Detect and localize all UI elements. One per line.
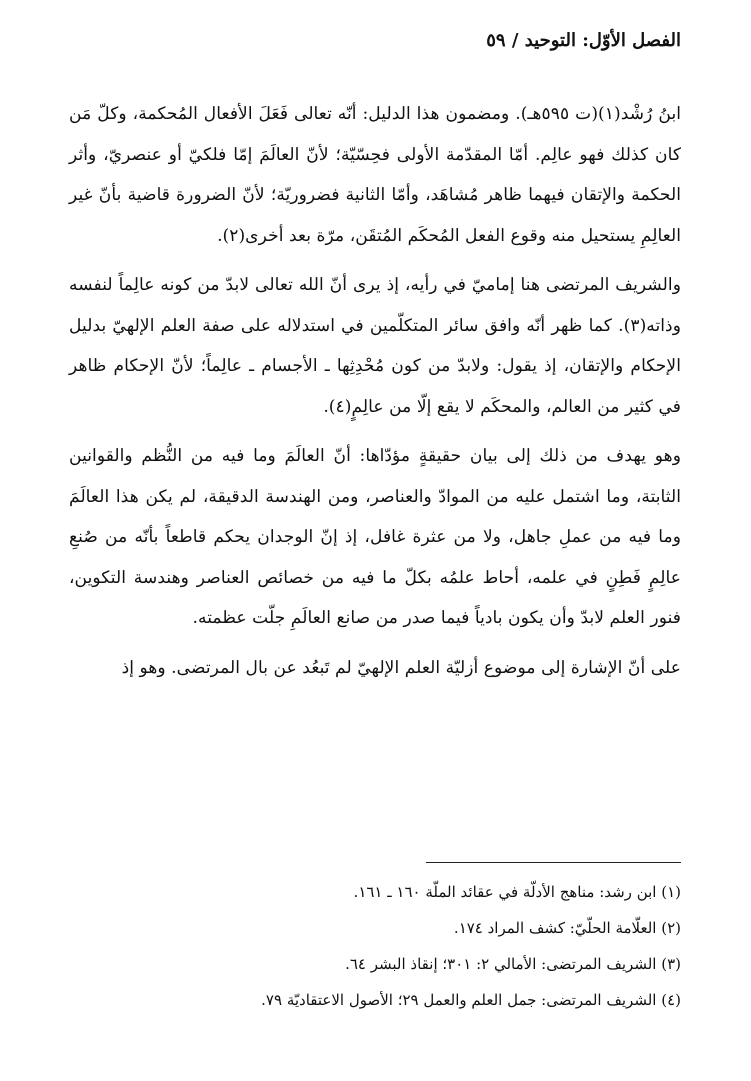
footnote: (٢) العلّامة الحلّيّ: كشف المراد ١٧٤.	[453, 919, 681, 937]
footnote: (١) ابن رشد: مناهج الأدلّة في عقائد الملّة ١٦٠ ـ ١٦١.	[353, 883, 681, 901]
paragraph: وهو يهدف من ذلك إلى بيان حقيقةٍ مؤدّاها: أنّ العالَمَ وما فيه من النُّظم والقوانين الثابتة، وما اشتمل عليه من الموادّ والعناصر، ومن الهندسة الدقيقة، لم يكن هذا العالَمَ وما فيه من عملِ جاهل، ولا من عثرة غافل، إذ إنّ الوجدان يحكم قاطعاً بأنّه من صُنعِ عالِمٍ فَطِنٍ في علمه، أحاط علمُه بكلّ ما فيه من خصائص العناصر وهندسة التكوين، فنور العلم لابدّ وأن يكون بادياً فيما صدر من صانع العالَمِ جلّت عظمته.	[69, 446, 681, 628]
paragraph: على أنّ الإشارة إلى موضوع أزليّة العلم الإلهيّ لم تَبعُد عن بال المرتضى. وهو إذ	[121, 657, 681, 678]
paragraph: ابنُ رُشْد(١)(ت ٥٩٥هـ). ومضمون هذا الدليل: أنّه تعالى فَعَلَ الأفعال المُحكمة، وكلّ مَن كان كذلك فهو عالِم. أمّا المقدّمة الأولى فحِسّيّة؛ لأنّ العالَمَ إمّا فلكيّ أو عنصريّ، وأثر الحكمة والإتقان فيهما ظاهر مُشاهَد، وأمّا الثانية فضروريّة؛ لأنّ الضرورة قاضية بأنّ غير العالِمِ يستحيل منه وقوع الفعل المُحكَم المُتقَن، مرّة بعد أخرى(٢).	[69, 104, 681, 246]
body-text	[69, 94, 681, 697]
paragraph: والشريف المرتضى هنا إماميّ في رأيه، إذ يرى أنّ الله تعالى لابدّ من كونه عالِماً لنفسه وذاته(٣). كما ظهر أنّه وافق سائر المتكلّمين في استدلاله على صفة العلم الإلهيّ بدليل الإحكام والإتقان، إذ يقول: ولابدّ من كون مُحْدِثِها ـ الأجسام ـ عالِماً؛ لأنّ الإحكام ظاهر في كثير من العالم، والمحكَم لا يقع إلّا من عالِمٍ(٤).	[69, 275, 681, 417]
footnote-separator	[426, 862, 681, 863]
footnote: (٤) الشريف المرتضى: جمل العلم والعمل ٢٩؛ الأصول الاعتقاديّة ٧٩.	[261, 991, 681, 1009]
running-header: الفصل الأوّل: التوحيد / ٥٩	[486, 30, 681, 51]
footnotes	[69, 874, 681, 1018]
footnote: (٣) الشريف المرتضى: الأمالي ٢: ٣٠١؛ إنقاذ البشر ٦٤.	[345, 955, 681, 973]
